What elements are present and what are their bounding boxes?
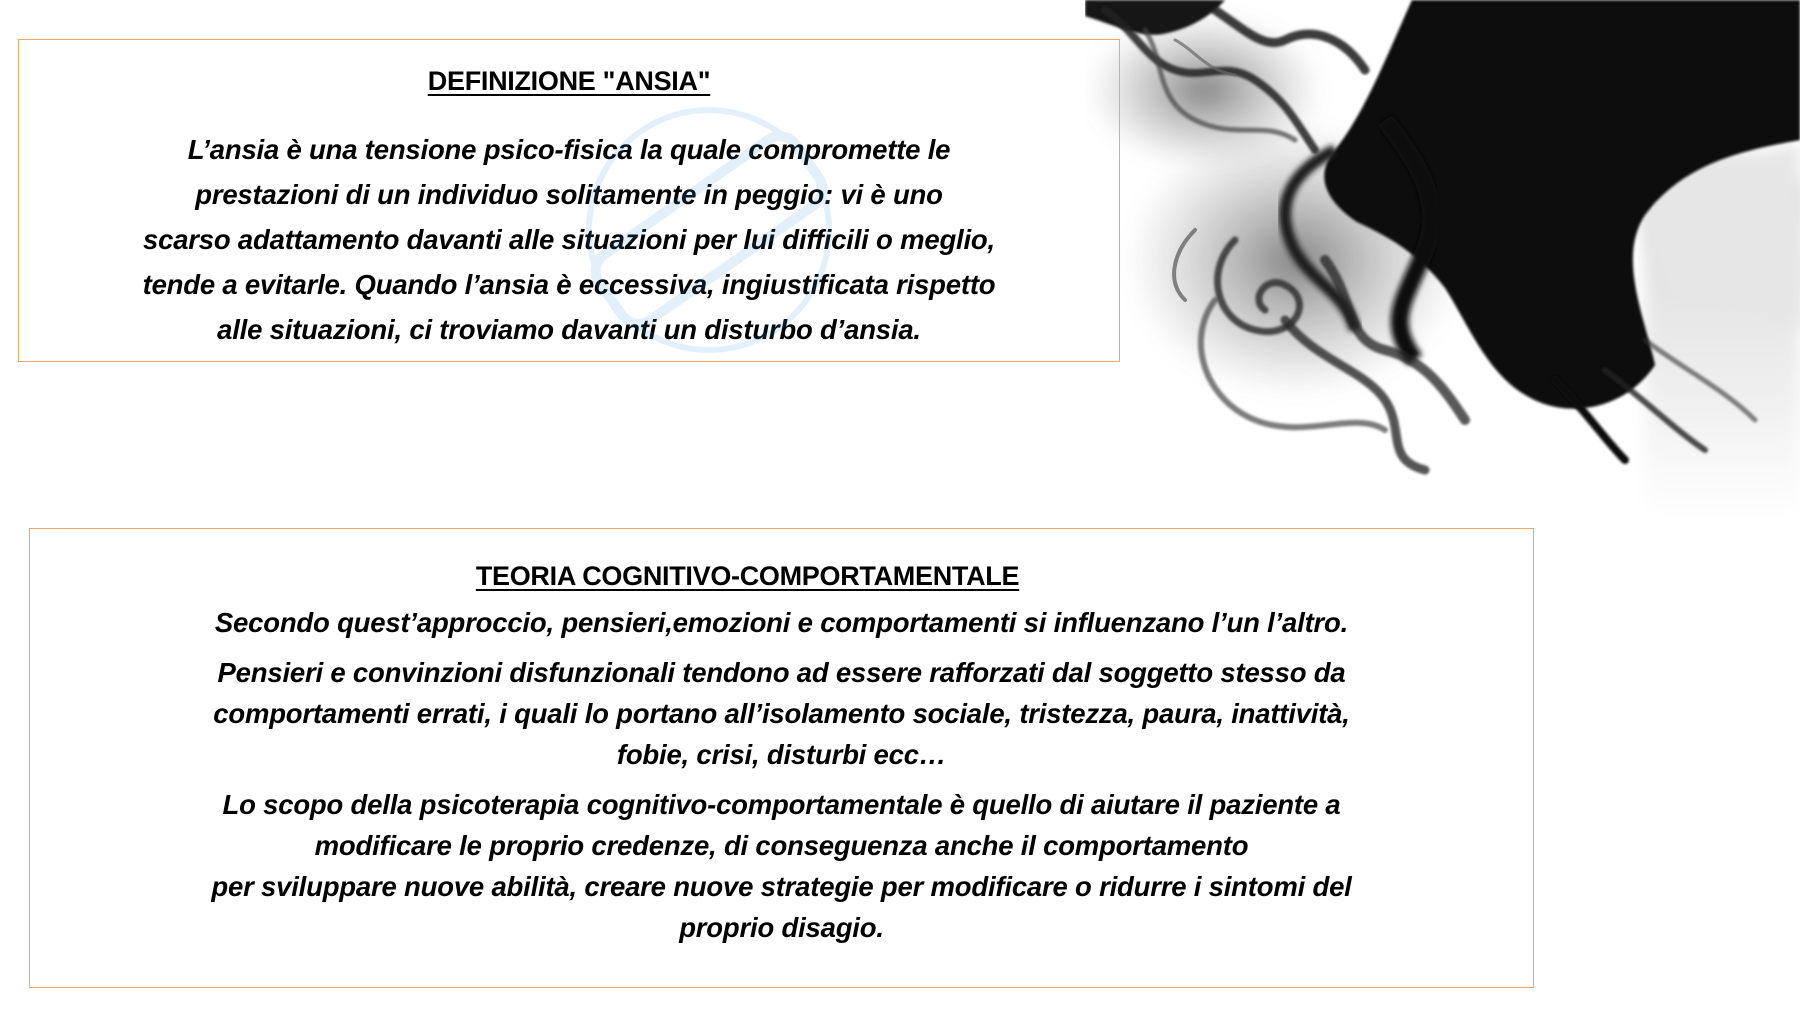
theory-line: Secondo quest’approccio, pensieri,emozioni e comportamenti si influenzano l’un l’altro.: [214, 607, 1349, 638]
theory-line: fobie, crisi, disturbi ecc…: [616, 739, 947, 770]
definition-text: [19, 127, 1119, 352]
definition-title: DEFINIZIONE "ANSIA": [427, 66, 711, 96]
theory-title: TEORIA COGNITIVO-COMPORTAMENTALE: [475, 561, 1020, 591]
theory-paragraph: [30, 652, 1533, 775]
definition-line: scarso adattamento davanti alle situazioni per lui difficili o meglio,: [143, 224, 995, 255]
theory-paragraph: [30, 784, 1533, 948]
definition-box: [18, 39, 1120, 362]
theory-line: per sviluppare nuove abilità, creare nuove strategie per modificare o ridurre i sintomi del: [211, 871, 1352, 902]
theory-line: modificare le proprio credenze, di conseguenza anche il comportamento: [314, 830, 1249, 861]
theory-paragraph: [30, 602, 1533, 643]
theory-line: comportamenti errati, i quali lo portano all’isolamento sociale, tristezza, paura, inattività,: [213, 698, 1350, 729]
theory-line: Lo scopo della psicoterapia cognitivo-comportamentale è quello di aiutare il paziente a: [222, 789, 1341, 820]
theory-line: Pensieri e convinzioni disfunzionali tendono ad essere rafforzati dal soggetto stesso da: [217, 657, 1346, 688]
theory-line: proprio disagio.: [679, 912, 884, 943]
ink-smoke-image: [1085, 0, 1800, 520]
definition-line: prestazioni di un individuo solitamente in peggio: vi è uno: [195, 179, 943, 210]
definition-line: L’ansia è una tensione psico-fisica la quale compromette le: [187, 134, 951, 165]
definition-line: tende a evitarle. Quando l’ansia è eccessiva, ingiustificata rispetto: [142, 269, 996, 300]
definition-line: alle situazioni, ci troviamo davanti un disturbo d’ansia.: [217, 314, 921, 345]
theory-box: [29, 528, 1534, 988]
